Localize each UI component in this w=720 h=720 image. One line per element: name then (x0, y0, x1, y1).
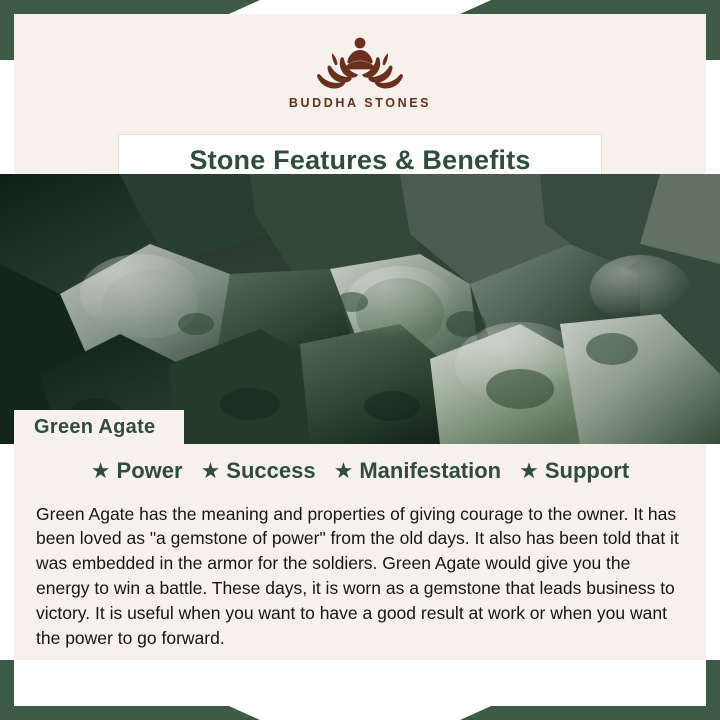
lotus-meditation-icon (295, 30, 425, 92)
stone-name-text: Green Agate (34, 415, 156, 438)
description-paragraph: Green Agate has the meaning and properties of giving courage to the owner. It has been loved as "a gemstone of power" from the old days. It also has been told that it was embedded in the armor for the soldiers. Green Agate would give you the energy to win a battle. These days, it is worn as a gemstone that leads business to victory. It is useful when you want to have a good result at work or when you want the power to go forward. (36, 503, 679, 648)
star-icon: ★ (333, 458, 354, 483)
keyword-label: Manifestation (359, 458, 502, 483)
benefits-section (14, 444, 706, 660)
star-icon: ★ (200, 458, 221, 483)
frame-corner-bottom-left-vertical (0, 660, 14, 720)
page-title-text: Stone Features & Benefits (189, 144, 531, 175)
keyword-label: Power (116, 458, 183, 483)
star-icon: ★ (90, 458, 111, 483)
bottom-spacer (14, 660, 706, 706)
stone-photo (0, 174, 720, 444)
keyword-label: Success (226, 458, 316, 483)
keyword-label: Support (544, 458, 630, 483)
frame-corner-top-left (0, 0, 260, 14)
frame-corner-bottom-right-vertical (706, 660, 720, 720)
frame-corner-bottom-left (0, 706, 260, 720)
keyword-item-support (519, 458, 629, 484)
header (14, 14, 706, 174)
frame-corner-bottom-right (460, 706, 720, 720)
keyword-list (36, 458, 684, 484)
stone-name-badge (14, 410, 184, 444)
star-icon: ★ (519, 458, 539, 483)
frame-corner-top-left-vertical (0, 0, 14, 60)
keyword-item-manifestation (334, 458, 502, 484)
frame-corner-top-right-vertical (706, 0, 720, 60)
frame-corner-top-right (460, 0, 720, 14)
brand-logo (289, 30, 431, 110)
keyword-item-power (91, 458, 183, 484)
green-agate-stones-illustration (0, 174, 720, 444)
keyword-item-success (201, 458, 316, 484)
brand-name: BUDDHA STONES (288, 96, 432, 110)
